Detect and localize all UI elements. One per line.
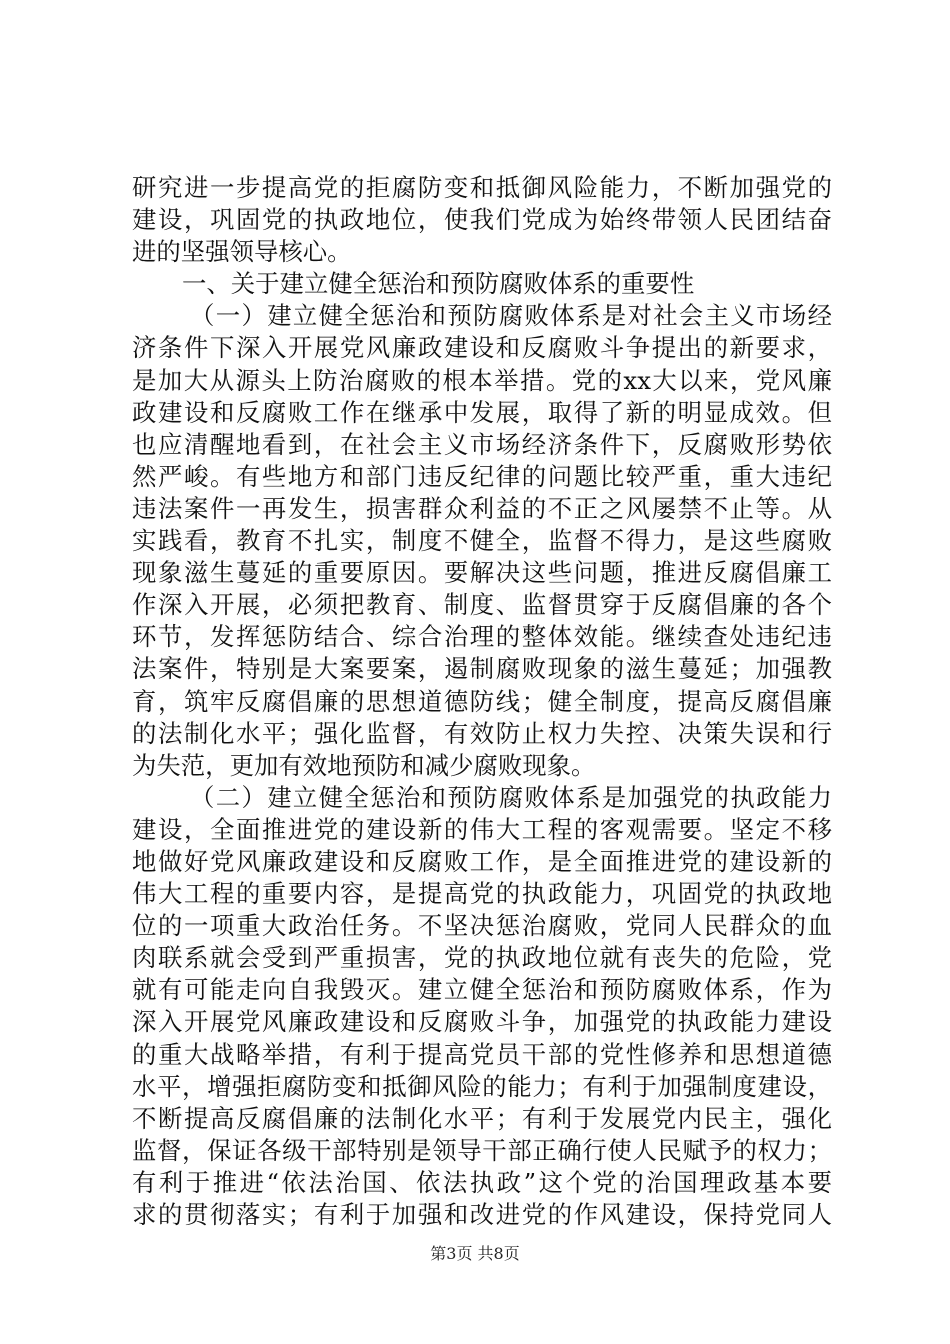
text-line: 为失范，更加有效地预防和减少腐败现象。 [132, 750, 596, 780]
text-line: 求的贯彻落实；有利于加强和改进党的作风建设，保持党同人 [132, 1200, 832, 1229]
text-line: 济条件下深入开展党风廉政建设和反腐败斗争提出的新要求， [132, 333, 832, 363]
text-line: 是加大从源头上防治腐败的根本举措。党的xx大以来，党风廉 [132, 365, 832, 395]
text-line: 研究进一步提高党的拒腐防变和抵御风险能力，不断加强党的 [132, 173, 832, 202]
text-line: 违法案件一再发生，损害群众利益的不正之风屡禁不止等。从 [132, 493, 832, 523]
text-line: 伟大工程的重要内容，是提高党的执政能力，巩固党的执政地 [132, 879, 832, 909]
text-line: 有利于推进“依法治国、依法执政”这个党的治国理政基本要 [132, 1167, 832, 1197]
text-line: 不断提高反腐倡廉的法制化水平；有利于发展党内民主，强化 [132, 1103, 832, 1133]
text-line: 监督，保证各级干部特别是领导干部正确行使人民赋予的权力； [132, 1135, 832, 1165]
text-line: 作深入开展，必须把教育、制度、监督贯穿于反腐倡廉的各个 [132, 590, 832, 620]
text-line: 的重大战略举措，有利于提高党员干部的党性修养和思想道德 [132, 1039, 832, 1069]
paragraph-start-line: （一）建立健全惩治和预防腐败体系是对社会主义市场经 [190, 301, 832, 331]
text-line: 的法制化水平；强化监督，有效防止权力失控、决策失误和行 [132, 718, 832, 748]
text-line: 地做好党风廉政建设和反腐败工作，是全面推进党的建设新的 [132, 846, 832, 876]
text-line: 育，筑牢反腐倡廉的思想道德防线；健全制度，提高反腐倡廉 [132, 686, 832, 716]
page-number-footer: 第3页 共8页 [430, 1244, 520, 1263]
text-line: 也应清醒地看到，在社会主义市场经济条件下，反腐败形势依 [132, 429, 832, 459]
text-line: 现象滋生蔓延的重要原因。要解决这些问题，推进反腐倡廉工 [132, 558, 832, 588]
text-line: 深入开展党风廉政建设和反腐败斗争，加强党的执政能力建设 [132, 1007, 832, 1037]
text-line: 肉联系就会受到严重损害，党的执政地位就有丧失的危险，党 [132, 943, 832, 973]
text-line: 政建设和反腐败工作在继承中发展，取得了新的明显成效。但 [132, 397, 832, 427]
text-line: 实践看，教育不扎实，制度不健全，监督不得力，是这些腐败 [132, 526, 832, 556]
text-line: 位的一项重大政治任务。不坚决惩治腐败，党同人民群众的血 [132, 911, 832, 941]
text-line: 建设，全面推进党的建设新的伟大工程的客观需要。坚定不移 [132, 814, 832, 844]
text-line: 然严峻。有些地方和部门违反纪律的问题比较严重，重大违纪 [132, 461, 832, 491]
text-line: 就有可能走向自我毁灭。建立健全惩治和预防腐败体系，作为 [132, 975, 832, 1005]
text-line: 进的坚强领导核心。 [132, 237, 352, 267]
paragraph-start-line: （二）建立健全惩治和预防腐败体系是加强党的执政能力 [190, 782, 832, 812]
section-heading: 一、关于建立健全惩治和预防腐败体系的重要性 [182, 269, 695, 299]
text-line: 建设，巩固党的执政地位，使我们党成为始终带领人民团结奋 [132, 205, 832, 235]
text-line: 水平，增强拒腐防变和抵御风险的能力；有利于加强制度建设， [132, 1071, 832, 1101]
text-line: 法案件，特别是大案要案，遏制腐败现象的滋生蔓延；加强教 [132, 654, 832, 684]
text-line: 环节，发挥惩防结合、综合治理的整体效能。继续查处违纪违 [132, 622, 832, 652]
document-body [132, 172, 832, 1231]
